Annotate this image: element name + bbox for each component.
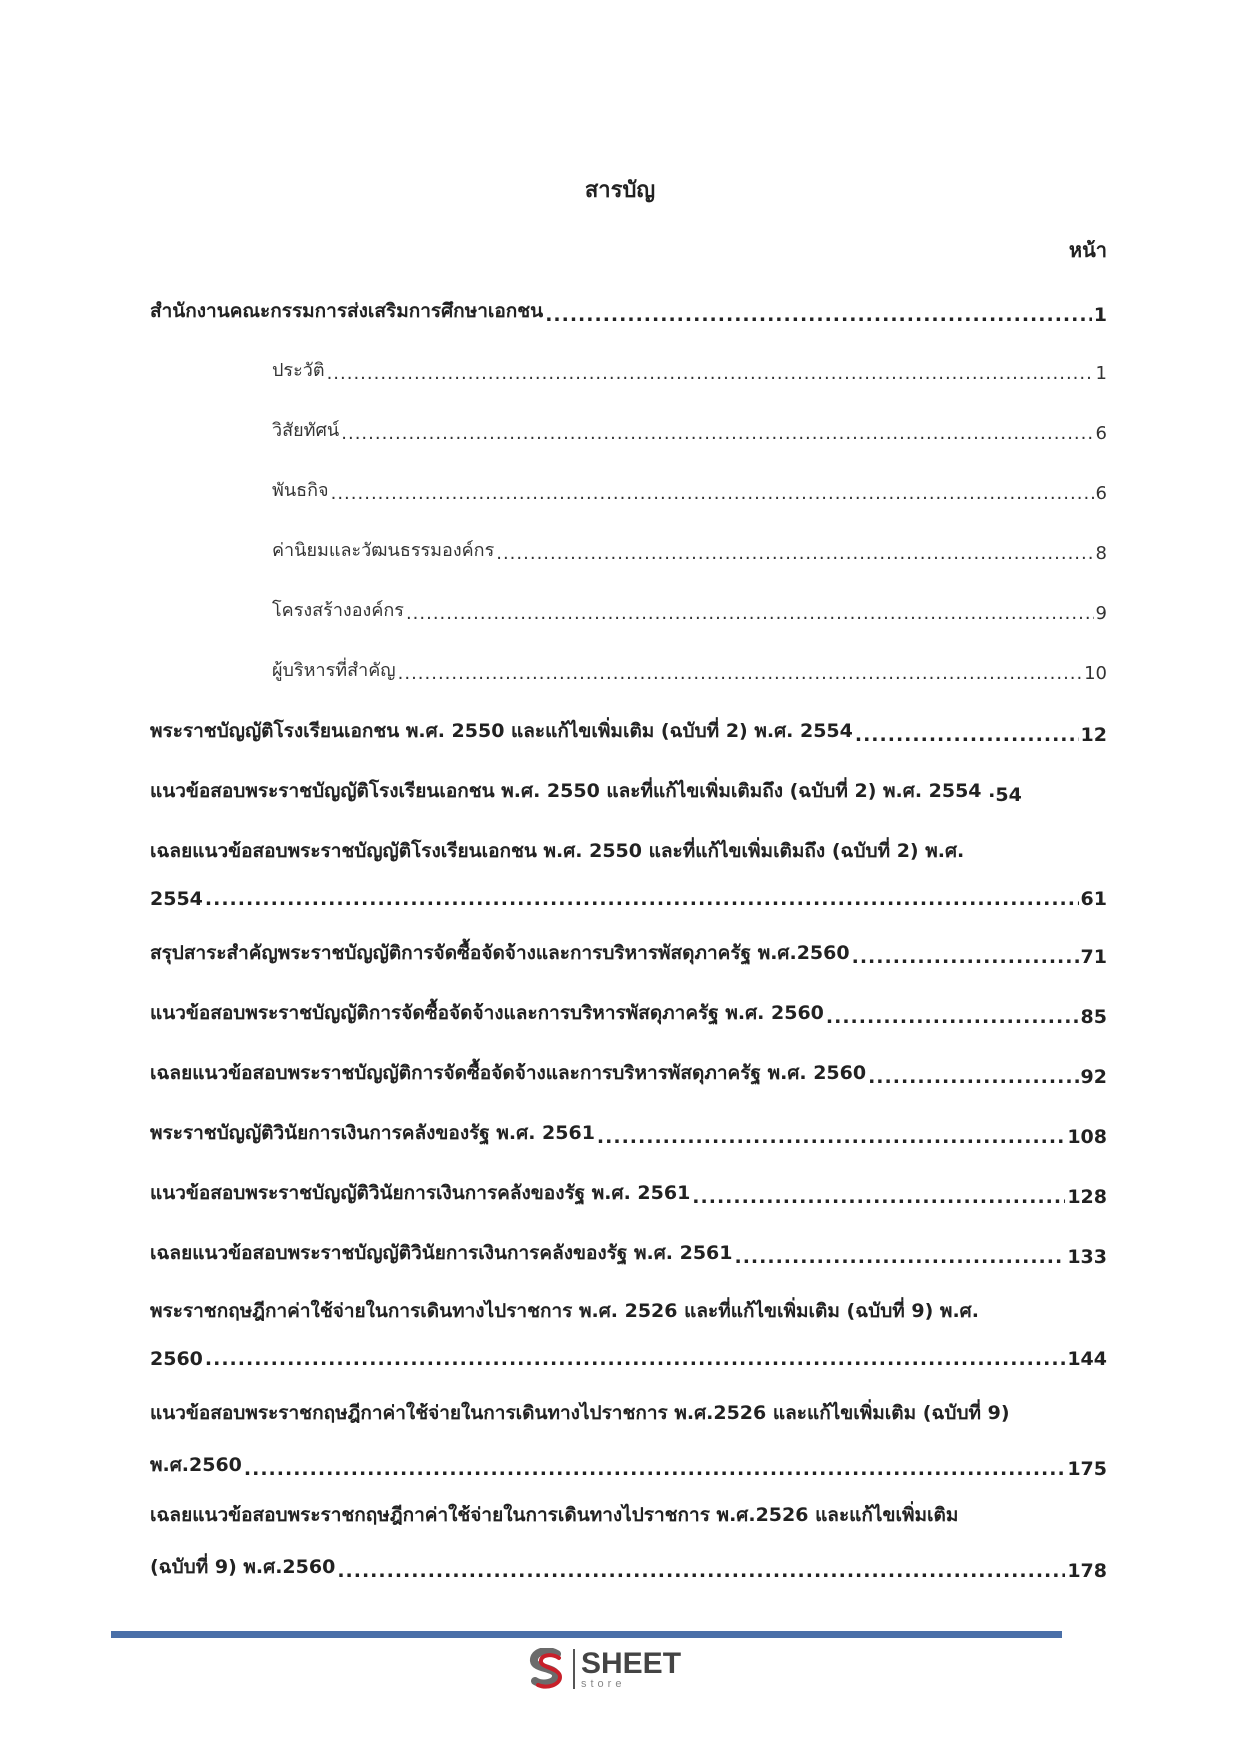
toc-entry-page: 1 bbox=[1095, 363, 1107, 384]
toc-entry-page: 1 bbox=[1093, 304, 1107, 326]
leader-dots bbox=[855, 724, 1079, 746]
logo-separator bbox=[573, 1649, 575, 1689]
leader-dots bbox=[331, 483, 1094, 504]
toc-subentry[interactable] bbox=[272, 535, 1107, 564]
toc-entry[interactable] bbox=[150, 1118, 1107, 1148]
toc-entry[interactable] bbox=[150, 836, 1107, 910]
logo-s-icon bbox=[527, 1648, 567, 1690]
toc-entry-text-line1: พระราชกฤษฎีกาค่าใช้จ่ายในการเดินทางไปราชการ พ.ศ. 2526 และที่แก้ไขเพิ่มเติม (ฉบับที่ 9) พ.ศ. bbox=[150, 1300, 979, 1322]
page-column-label: หน้า bbox=[1068, 238, 1107, 262]
toc-entry-text: โครงสร้างองค์กร bbox=[272, 600, 404, 621]
toc-entry-page: 6 bbox=[1095, 423, 1107, 444]
toc-entry[interactable] bbox=[150, 1500, 1107, 1582]
toc-entry-text: แนวข้อสอบพระราชบัญญัติวินัยการเงินการคลังของรัฐ พ.ศ. 2561 bbox=[150, 1182, 691, 1204]
logo-text-sheet: SHEET bbox=[581, 1646, 682, 1680]
toc-entry[interactable] bbox=[150, 1178, 1107, 1208]
leader-dots bbox=[398, 663, 1082, 684]
leader-dots bbox=[341, 423, 1093, 444]
toc-entry[interactable] bbox=[150, 1398, 1107, 1480]
toc-entry-page: 108 bbox=[1067, 1126, 1107, 1148]
toc-entry-text: วิสัยทัศน์ bbox=[272, 420, 340, 441]
leader-dots bbox=[597, 1126, 1065, 1148]
toc-entry-text-line1: แนวข้อสอบพระราชกฤษฎีกาค่าใช้จ่ายในการเดินทางไปราชการ พ.ศ.2526 และแก้ไขเพิ่มเติม (ฉบับที่ 9) bbox=[150, 1402, 1010, 1424]
leader-dots bbox=[826, 1006, 1079, 1028]
toc-entry[interactable] bbox=[150, 296, 1107, 326]
sheet-store-logo bbox=[527, 1648, 681, 1690]
toc-subentry[interactable] bbox=[272, 595, 1107, 624]
toc-entry-page: 92 bbox=[1080, 1066, 1107, 1088]
toc-entry-text: สรุปสาระสำคัญพระราชบัญญัติการจัดซื้อจัดจ้างและการบริหารพัสดุภาครัฐ พ.ศ.2560 bbox=[150, 942, 850, 964]
toc-entry-page: 128 bbox=[1067, 1186, 1107, 1208]
toc-entry-text: ค่านิยมและวัฒนธรรมองค์กร bbox=[272, 540, 495, 561]
toc-entry[interactable] bbox=[150, 1058, 1107, 1088]
toc-entry-page: 10 bbox=[1084, 663, 1107, 684]
toc-entry-text: (ฉบับที่ 9) พ.ศ.2560 bbox=[150, 1556, 336, 1578]
leader-dots bbox=[205, 888, 1079, 910]
footer-rule bbox=[111, 1631, 1062, 1638]
leader-dots bbox=[692, 1186, 1065, 1208]
toc-entry-text: พระราชบัญญัติโรงเรียนเอกชน พ.ศ. 2550 และแก้ไขเพิ่มเติม (ฉบับที่ 2) พ.ศ. 2554 bbox=[150, 720, 853, 742]
toc-entry-text: แนวข้อสอบพระราชบัญญัติการจัดซื้อจัดจ้างและการบริหารพัสดุภาครัฐ พ.ศ. 2560 bbox=[150, 1002, 824, 1024]
toc-entry-page: 71 bbox=[1080, 946, 1107, 968]
toc-entry-text: พระราชบัญญัติวินัยการเงินการคลังของรัฐ พ.ศ. 2561 bbox=[150, 1122, 595, 1144]
toc-subentry[interactable] bbox=[272, 355, 1107, 384]
leader-dots bbox=[337, 1560, 1065, 1582]
toc-title: สารบัญ bbox=[584, 178, 656, 203]
leader-dots bbox=[852, 946, 1079, 968]
toc-subentry[interactable] bbox=[272, 475, 1107, 504]
toc-entry-page: 8 bbox=[1095, 543, 1107, 564]
toc-entry[interactable] bbox=[150, 938, 1107, 968]
toc-entry-text: 2554 bbox=[150, 888, 203, 910]
leader-dots bbox=[735, 1246, 1066, 1268]
toc-entry-text: แนวข้อสอบพระราชบัญญัติโรงเรียนเอกชน พ.ศ. 2550 และที่แก้ไขเพิ่มเติมถึง (ฉบับที่ 2) พ.ศ. 2554 . bbox=[150, 780, 996, 802]
toc-entry-page: 54 bbox=[995, 784, 1022, 806]
toc-entry-text: ประวัติ bbox=[272, 360, 325, 381]
leader-dots bbox=[205, 1348, 1065, 1370]
toc-entry-page: 85 bbox=[1080, 1006, 1107, 1028]
toc-entry-page: 178 bbox=[1067, 1560, 1107, 1582]
toc-entry-text: ผู้บริหารที่สำคัญ bbox=[272, 660, 396, 681]
leader-dots bbox=[244, 1458, 1065, 1480]
toc-entry-page: 61 bbox=[1080, 888, 1107, 910]
toc-subentry[interactable] bbox=[272, 655, 1107, 684]
toc-entry[interactable] bbox=[150, 1296, 1107, 1370]
toc-entry-text: สำนักงานคณะกรรมการส่งเสริมการศึกษาเอกชน bbox=[150, 300, 544, 322]
toc-entry-text-line1: เฉลยแนวข้อสอบพระราชบัญญัติโรงเรียนเอกชน พ.ศ. 2550 และที่แก้ไขเพิ่มเติมถึง (ฉบับที่ 2) พ.ศ. bbox=[150, 840, 965, 862]
toc-entry-text: พ.ศ.2560 bbox=[150, 1454, 242, 1476]
toc-entry-page: 133 bbox=[1067, 1246, 1107, 1268]
leader-dots bbox=[406, 603, 1094, 624]
leader-dots bbox=[496, 543, 1093, 564]
toc-entry-text-line1: เฉลยแนวข้อสอบพระราชกฤษฎีกาค่าใช้จ่ายในการเดินทางไปราชการ พ.ศ.2526 และแก้ไขเพิ่มเติม bbox=[150, 1504, 959, 1526]
toc-entry[interactable] bbox=[150, 998, 1107, 1028]
toc-entry-page: 9 bbox=[1095, 603, 1107, 624]
leader-dots bbox=[868, 1066, 1078, 1088]
toc-entry[interactable] bbox=[150, 776, 1107, 806]
toc-entry-page: 6 bbox=[1095, 483, 1107, 504]
toc-entry-page: 144 bbox=[1067, 1348, 1107, 1370]
toc-entry-text: เฉลยแนวข้อสอบพระราชบัญญัติวินัยการเงินการคลังของรัฐ พ.ศ. 2561 bbox=[150, 1242, 733, 1264]
toc-entry[interactable] bbox=[150, 716, 1107, 746]
toc-entry[interactable] bbox=[150, 1238, 1107, 1268]
leader-dots bbox=[327, 363, 1094, 384]
toc-entry-text: เฉลยแนวข้อสอบพระราชบัญญัติการจัดซื้อจัดจ้างและการบริหารพัสดุภาครัฐ พ.ศ. 2560 bbox=[150, 1062, 867, 1084]
toc-entry-text: พันธกิจ bbox=[272, 480, 329, 501]
toc-entry-page: 175 bbox=[1067, 1458, 1107, 1480]
toc-entry-text: 2560 bbox=[150, 1348, 203, 1370]
toc-subentry[interactable] bbox=[272, 415, 1107, 444]
toc-entry-page: 12 bbox=[1080, 724, 1107, 746]
leader-dots bbox=[545, 304, 1092, 326]
logo-text-store: store bbox=[581, 1677, 626, 1690]
